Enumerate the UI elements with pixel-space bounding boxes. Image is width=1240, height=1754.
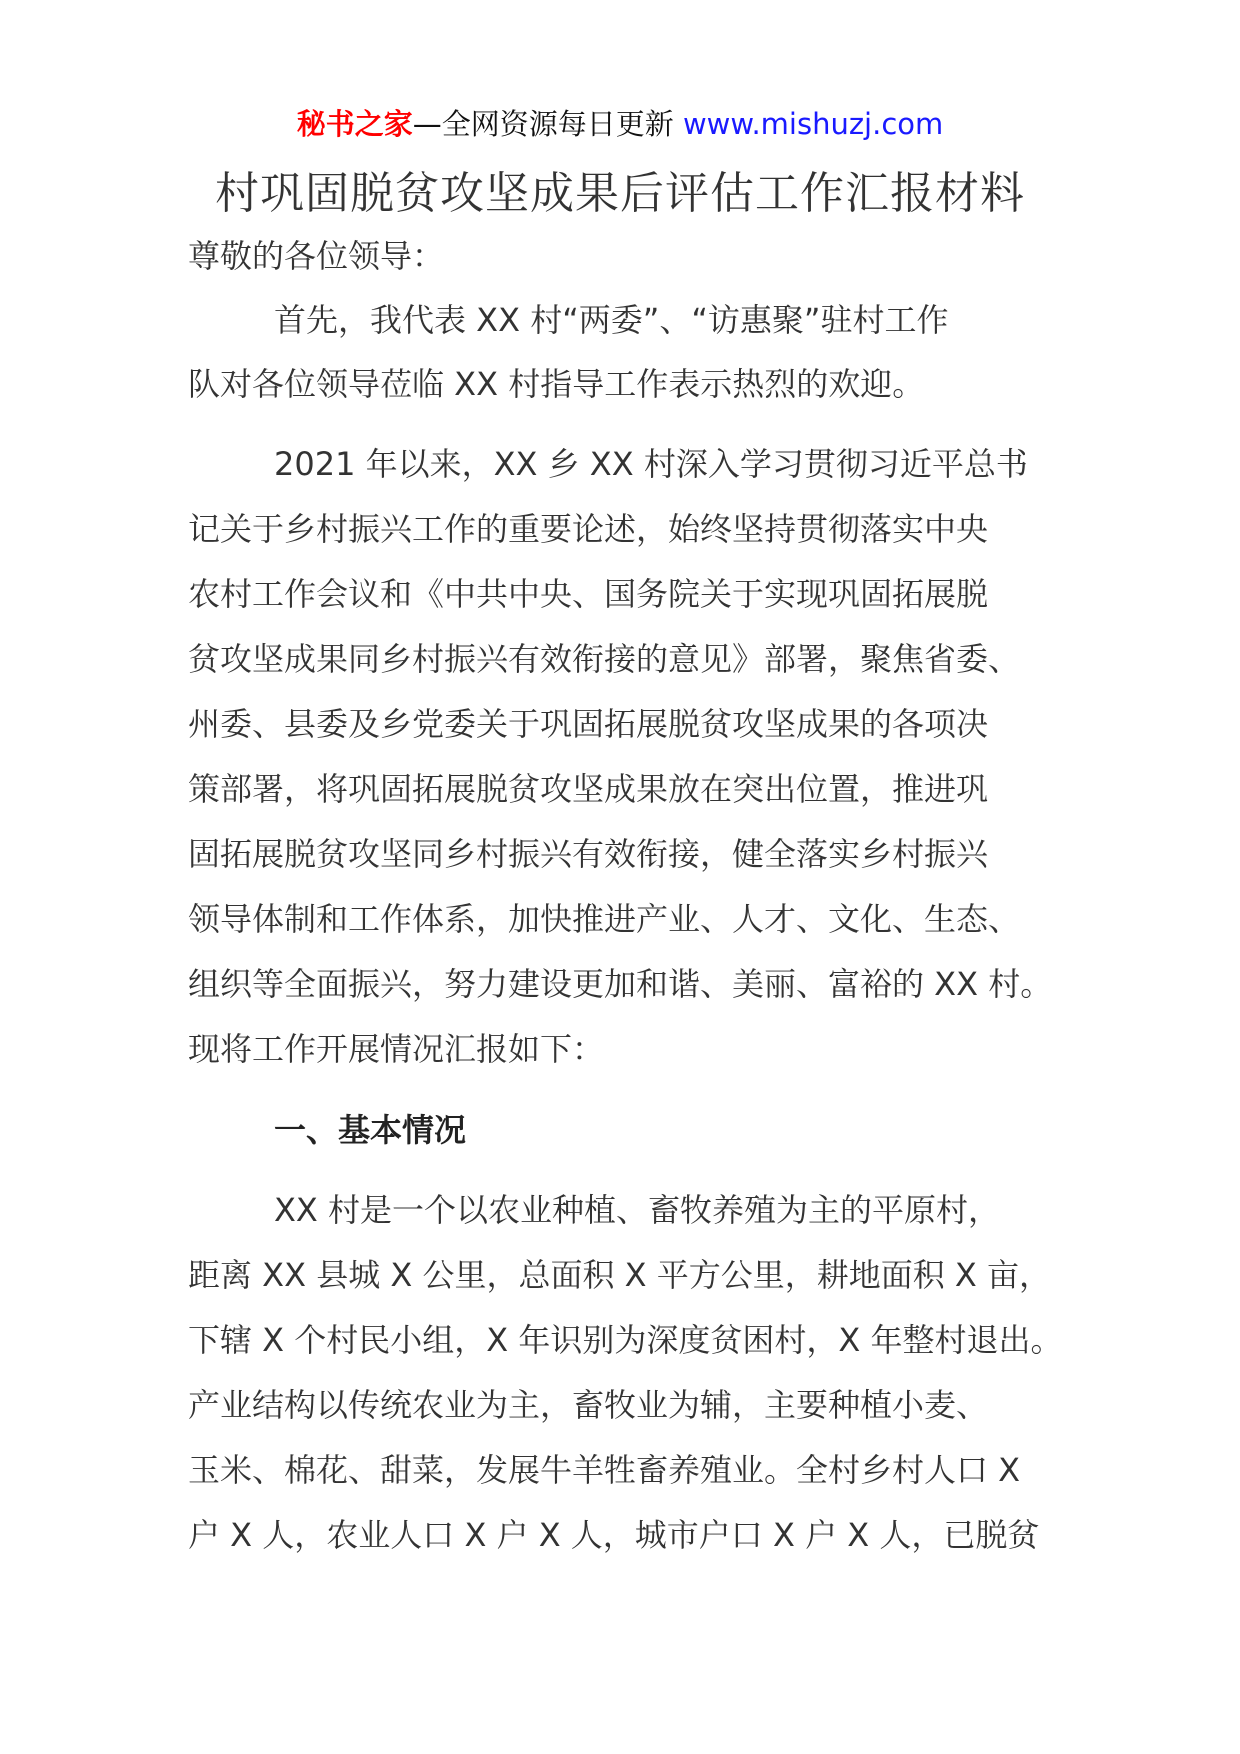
paragraph-line: 队对各位领导莅临 XX 村指导工作表示热烈的欢迎。 — [188, 365, 925, 403]
paragraph-line: XX 村是一个以农业种植、畜牧养殖为主的平原村， — [274, 1191, 1001, 1229]
site-banner — [0, 104, 1240, 144]
site-url-link[interactable]: www.mishuzj.com — [682, 107, 944, 141]
paragraph-line: 农村工作会议和《中共中央、国务院关于实现巩固拓展脱 — [188, 575, 989, 613]
paragraph-line: 产业结构以传统农业为主，畜牧业为辅，主要种植小麦、 — [188, 1386, 989, 1424]
paragraph-line: 贫攻坚成果同乡村振兴有效衔接的意见》部署，聚焦省委、 — [188, 640, 1021, 678]
paragraph-line: 距离 XX 县城 X 公里，总面积 X 平方公里，耕地面积 X 亩， — [188, 1256, 1051, 1294]
site-tagline: —全网资源每日更新 — [412, 107, 674, 141]
paragraph-line: 首先，我代表 XX 村“两委”、“访惠聚”驻村工作 — [274, 301, 949, 339]
document-title: 村巩固脱贫攻坚成果后评估工作汇报材料 — [215, 168, 1025, 219]
paragraph-line: 玉米、棉花、甜菜，发展牛羊牲畜养殖业。全村乡村人口 X — [188, 1451, 1021, 1489]
site-brand: 秘书之家 — [296, 107, 413, 141]
paragraph-line: 州委、县委及乡党委关于巩固拓展脱贫攻坚成果的各项决 — [188, 705, 989, 743]
paragraph-line: 策部署，将巩固拓展脱贫攻坚成果放在突出位置，推进巩 — [188, 770, 989, 808]
paragraph-line: 领导体制和工作体系，加快推进产业、人才、文化、生态、 — [188, 900, 1021, 938]
salutation: 尊敬的各位领导： — [188, 237, 445, 275]
paragraph-line: 固拓展脱贫攻坚同乡村振兴有效衔接，健全落实乡村振兴 — [188, 835, 989, 873]
paragraph-line: 户 X 人，农业人口 X 户 X 人，城市户口 X 户 X 人，已脱贫 — [188, 1516, 1040, 1554]
paragraph-line: 记关于乡村振兴工作的重要论述，始终坚持贯彻落实中央 — [188, 510, 989, 548]
paragraph-line: 组织等全面振兴，努力建设更加和谐、美丽、富裕的 XX 村。 — [188, 965, 1053, 1003]
paragraph-line: 2021 年以来，XX 乡 XX 村深入学习贯彻习近平总书 — [274, 445, 1028, 483]
paragraph-line: 现将工作开展情况汇报如下： — [188, 1030, 605, 1068]
section-heading: 一、基本情况 — [274, 1111, 467, 1149]
paragraph-line: 下辖 X 个村民小组，X 年识别为深度贫困村，X 年整村退出。 — [188, 1321, 1063, 1359]
